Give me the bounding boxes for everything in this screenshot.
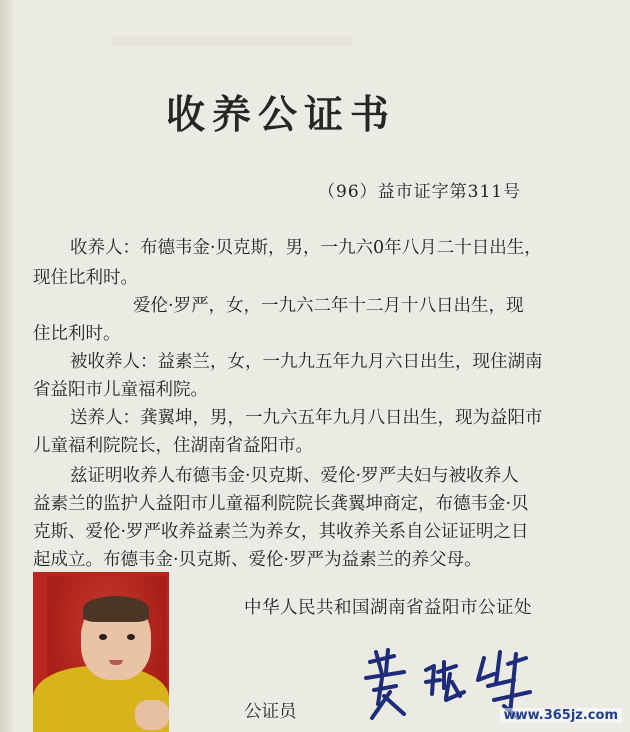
photo-right-eye: [127, 634, 135, 640]
watermark-url: www.365jz.com: [500, 708, 622, 723]
document-title: 收养公证书: [166, 93, 397, 138]
notary-office-name: 中华人民共和国湖南省益阳市公证处: [244, 598, 532, 618]
text-line-8: 儿童福利院院长，住湖南省益阳市。: [33, 436, 313, 456]
text-line-1: 收养人：布德韦金·贝克斯，男，一九六0年八月二十日出生，: [70, 238, 542, 258]
photo-child-hair: [83, 596, 149, 622]
text-line-2: 现住比利时。: [33, 268, 138, 288]
text-line-10: 益素兰的监护人益阳市儿童福利院院长龚翼坤商定，布德韦金·贝: [33, 494, 529, 514]
text-line-11: 克斯、爱伦·罗严收养益素兰为养女，其收养关系自公证证明之日: [33, 522, 529, 542]
notary-label: 公证员: [244, 702, 297, 722]
page-edge-shadow: [0, 0, 16, 732]
photo-hand: [135, 700, 169, 730]
child-photo: [33, 572, 169, 732]
text-line-12: 起成立。布德韦金·贝克斯、爱伦·罗严为益素兰的养父母。: [33, 550, 482, 570]
text-line-7: 送养人：龚翼坤，男，一九六五年九月八日出生，现为益阳市: [70, 408, 543, 428]
text-line-4: 住比利时。: [33, 324, 121, 344]
text-line-3: 爱伦·罗严，女，一九六二年十二月十八日出生，现: [133, 296, 524, 316]
text-line-6: 省益阳市儿童福利院。: [33, 380, 208, 400]
text-line-5: 被收养人：益素兰，女，一九九五年九月六日出生，现住湖南: [70, 352, 543, 372]
text-line-9: 兹证明收养人布德韦金·贝克斯、爱伦·罗严夫妇与被收养人: [70, 466, 519, 486]
photo-left-eye: [99, 634, 107, 640]
reference-number: （96）益市证字第311号: [318, 182, 522, 202]
faint-header-mark: [112, 36, 352, 46]
